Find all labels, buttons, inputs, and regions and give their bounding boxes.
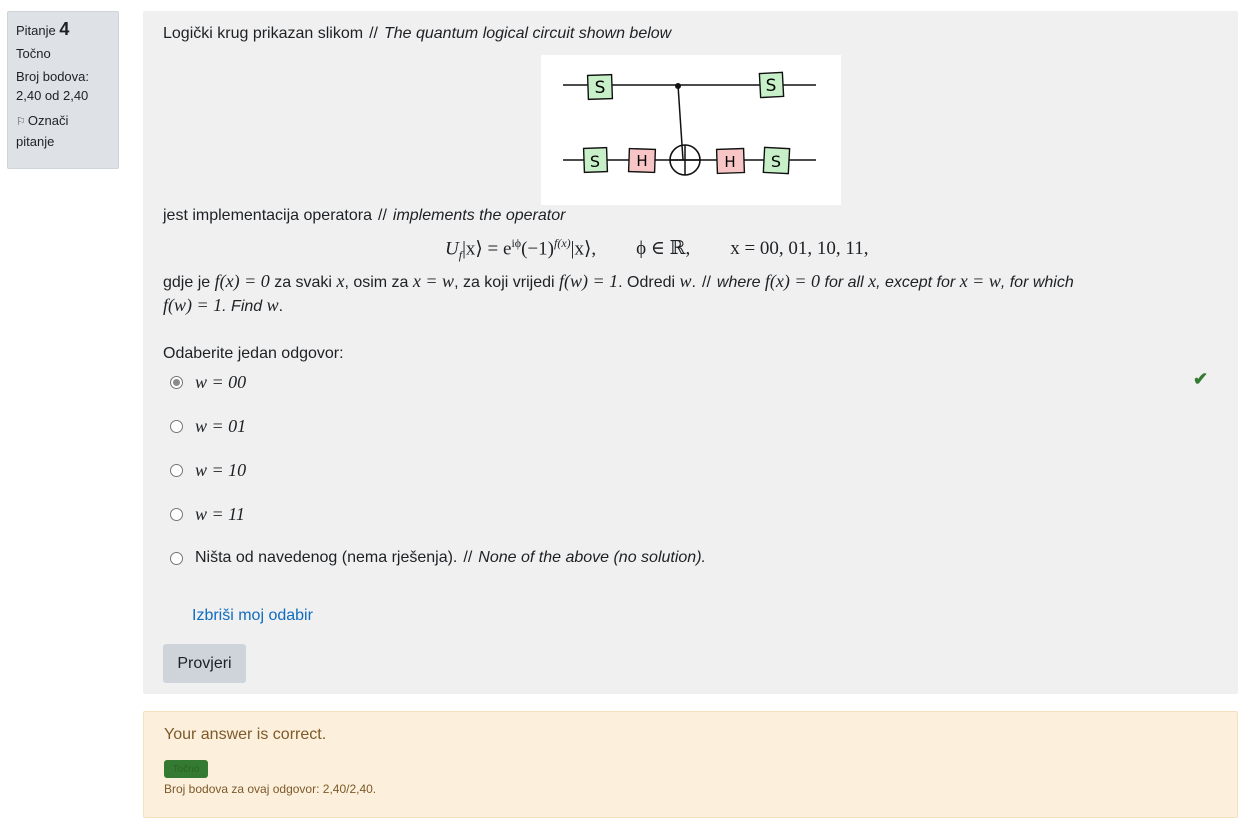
question-line-3 [163,271,1074,292]
status-badge: Točno [164,760,208,778]
math-x-eq-w-en: x = w [959,271,1001,291]
math-x: x [336,271,345,291]
text-dot: . [278,298,284,315]
gate-s-top-left [588,75,613,100]
operator-formula [445,236,868,263]
separator: // [702,274,711,291]
check-mark-icon: ✔ [1193,369,1209,389]
text-odredi: . Odredi [618,274,676,291]
math-x-eq-w: x = w [412,271,455,291]
question-content [143,11,1238,694]
answer-label: w = 00 [195,371,247,392]
answer-label: w = 11 [195,503,245,524]
separator: // [463,549,473,566]
text-gdje-je: gdje je [163,274,211,291]
math-w: w [679,271,692,291]
text-where: where [716,274,761,291]
gate-s-label: S [594,78,606,98]
answer-label: w = 01 [195,415,247,436]
cnot-control-line [678,85,683,160]
math-fx-eq-0-en: f(x) = 0 [764,271,821,291]
text-za-svaki: za svaki [274,274,332,291]
formula-ket-x: |x⟩ = e [462,238,512,260]
text-find: . Find [222,298,263,315]
formula-exp-fx: f(x) [553,236,571,250]
radio-button-selected[interactable] [170,376,183,389]
radio-button[interactable] [170,464,183,477]
question-text-hr: Logički krug prikazan slikom [163,25,364,42]
gate-h-bottom-2 [717,149,745,174]
text-except-for: , except for [876,274,956,291]
mark-value: 2,40 od 2,40 [16,88,89,103]
answer-option-5[interactable] [170,546,706,570]
answer-option-3[interactable] [170,458,246,482]
answer-label-en: None of the above (no solution). [478,549,706,566]
formula-U: U [445,238,459,260]
formula-minus-one: (−1) [521,238,554,260]
mark-label: Broj bodova: [16,69,89,84]
gate-s-bottom-1 [584,148,608,173]
question-state: Točno [16,46,51,61]
question-line-4 [163,295,283,316]
feedback-panel [143,711,1238,818]
math-fx-eq-0: f(x) = 0 [214,271,270,291]
text-for-which: , for which [1000,274,1074,291]
answer-option-4[interactable] [170,502,245,526]
question-line-1 [163,25,671,43]
gate-s-label: S [765,76,777,96]
gate-h-label: H [636,152,648,170]
answer-prompt: Odaberite jedan odgovor: [163,345,344,362]
gate-s-top-right [759,72,783,97]
clear-choice-link[interactable]: Izbriši moj odabir [192,607,313,624]
flag-icon: ⚐ [16,116,26,128]
gate-s-label: S [770,152,782,171]
gate-s-bottom-2 [763,147,789,173]
flag-question-link[interactable] [16,111,110,151]
quantum-circuit-image [541,55,841,205]
formula-exp-iphi: iϕ [511,236,522,250]
text-for-all: for all [824,274,864,291]
gate-s-label: S [589,152,601,171]
question-number [16,20,110,40]
formula-x-values: x = 00, 01, 10, 11, [730,238,869,260]
score-text: Broj bodova za ovaj odgovor: 2,40/2,40. [164,782,377,796]
radio-button[interactable] [170,420,183,433]
question-text-en: The quantum logical circuit shown below [383,25,672,42]
math-fw-eq-1-en: f(w) = 1 [163,295,223,315]
question-number-value: 4 [59,19,70,39]
operator-text-en: implements the operator [392,207,566,224]
separator: // [369,25,378,42]
gate-h-bottom-1 [629,149,656,173]
formula-phi-in-r: ϕ ∈ ℝ, [636,238,691,260]
math-fw-eq-1: f(w) = 1 [559,271,619,291]
text-dot: . [691,274,696,291]
radio-button[interactable] [170,508,183,521]
formula-sub-f: f [458,248,463,263]
math-w-en: w [266,295,279,315]
math-x-en: x [868,271,877,291]
question-line-2 [163,207,565,225]
answer-option-1[interactable] [170,370,246,394]
formula-ket-x-end: |x⟩, [570,238,597,260]
separator: // [378,207,387,224]
text-osim-za: , osim za [344,274,409,291]
question-label: Pitanje [16,23,56,38]
operator-text-hr: jest implementacija operatora [163,207,372,224]
answer-label: w = 10 [195,459,247,480]
answer-label-hr: Ništa od navedenog (nema rješenja). [195,549,458,566]
answer-option-2[interactable] [170,414,246,438]
feedback-message: Your answer is correct. [164,726,327,743]
text-za-koji: , za koji vrijedi [454,274,555,291]
cnot-control-dot [675,83,681,89]
check-button[interactable]: Provjeri [163,644,246,683]
gate-h-label: H [724,153,736,171]
question-info-panel [7,11,119,169]
flag-label: Označi pitanje [16,113,69,149]
radio-button[interactable] [170,552,183,565]
